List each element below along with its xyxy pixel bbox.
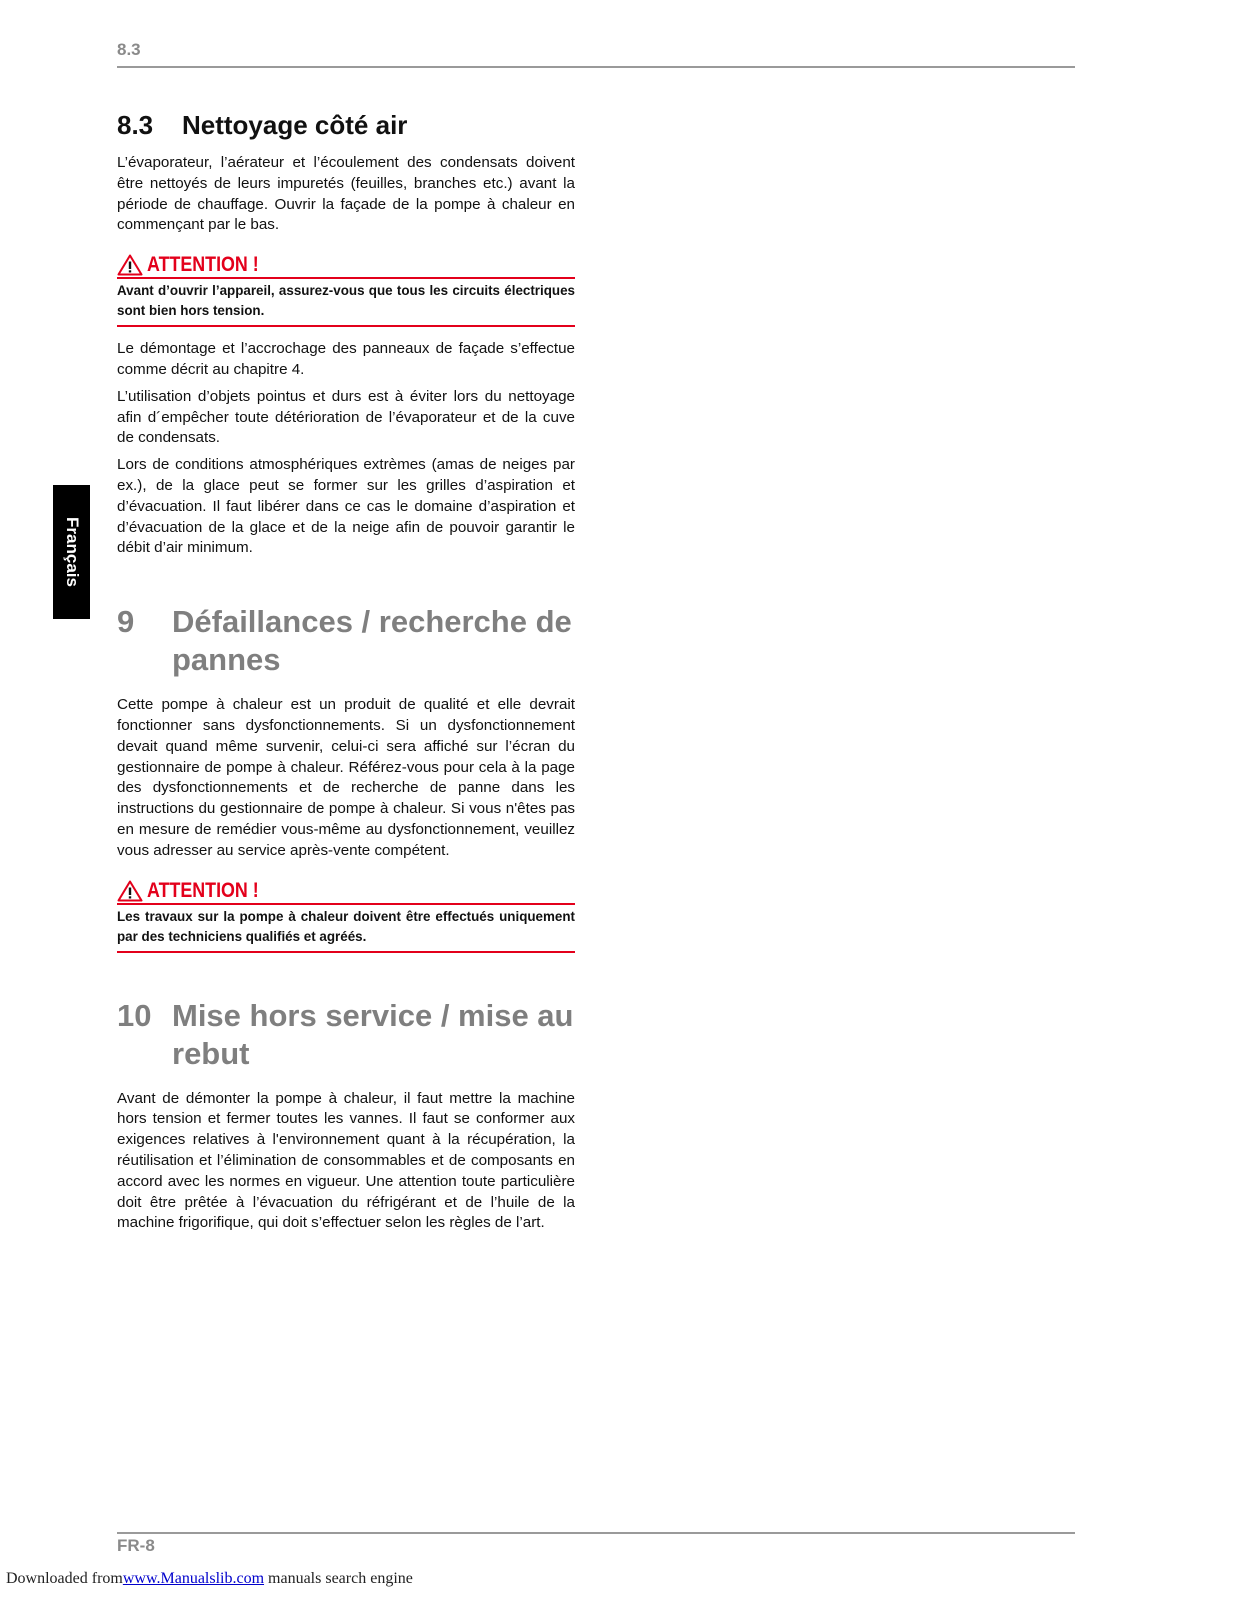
main-column	[117, 110, 575, 1240]
section-9-heading	[117, 603, 575, 679]
language-tab	[53, 485, 90, 619]
warning-title-2: ATTENTION !	[147, 878, 259, 902]
warning-title-1: ATTENTION !	[147, 253, 259, 277]
warning-text-1: Avant d’ouvrir l’appareil, assurez-vous que tous les circuits électriques sont bien hors tension.	[117, 279, 575, 327]
section-9-title: Défaillances / recherche de pannes	[172, 604, 572, 678]
header-divider	[117, 66, 1075, 68]
section-9-paragraph-1: Cette pompe à chaleur est un produit de qualité et elle devrait fonctionner sans dysfonctionnements. Si un dysfonctionnement devait quand même survenir, celui-ci sera affiché sur l’écran du gestionnaire de pompe à chaleur. Référez-vous pour cela à la page des dysfonctionnements et de recherche de panne dans les instructions du gestionnaire de pompe à chaleur. Si vous n'êtes pas en mesure de remédier vous-même au dysfonctionnement, veuillez vous adresser au service après-vente compétent.	[117, 696, 575, 859]
section-10-title: Mise hors service / mise au rebut	[172, 997, 574, 1071]
section-8-3-paragraph-3: L’utilisation d’objets pointus et durs est à éviter lors du nettoyage afin d´empêcher toute détérioration de l’évaporateur et de la cuve de condensats.	[117, 387, 575, 447]
section-8-3-paragraph-2: Le démontage et l’accrochage des panneaux de façade s’effectue comme décrit au chapitre 4.	[117, 340, 575, 378]
warning-box-1	[117, 254, 575, 327]
warning-box-2	[117, 880, 575, 953]
section-8-3-paragraph-1: L’évaporateur, l’aérateur et l’écoulement des condensats doivent être nettoyés de leurs impuretés (feuilles, branches etc.) avant la période de chauffage. Ouvrir la façade de la pompe à chaleur en commençant par le bas.	[117, 154, 575, 234]
warning-triangle-icon	[117, 254, 143, 276]
section-9-number: 9	[117, 604, 135, 640]
warning-header-2	[117, 880, 575, 905]
section-8-3-heading	[117, 110, 575, 141]
language-tab-label: Français	[62, 517, 82, 587]
section-8-3-title: Nettoyage côté air	[182, 110, 408, 140]
download-note	[6, 1570, 413, 1588]
section-8-3-paragraph-4: Lors de conditions atmosphériques extrèmes (amas de neiges par ex.), de la glace peut se former sur les grilles d’aspiration et d’évacuation. Il faut libérer dans ce cas le domaine d’aspiration et d’évacuation de la glace et de la neige afin de pouvoir garantir le débit d’air minimum.	[117, 456, 575, 557]
footer-divider	[117, 1532, 1075, 1534]
header-section-number: 8.3	[117, 40, 141, 59]
download-prefix: Downloaded from	[6, 1570, 123, 1587]
section-10-number: 10	[117, 997, 152, 1033]
warning-header-1	[117, 254, 575, 279]
footer-page-number: FR-8	[117, 1536, 155, 1555]
section-8-3-number: 8.3	[117, 110, 154, 140]
download-suffix: manuals search engine	[264, 1570, 413, 1587]
warning-text-2: Les travaux sur la pompe à chaleur doivent être effectués uniquement par des techniciens qualifiés et agréés.	[117, 905, 575, 953]
warning-triangle-icon	[117, 880, 143, 902]
section-10-heading	[117, 997, 575, 1073]
section-10-paragraph-1: Avant de démonter la pompe à chaleur, il faut mettre la machine hors tension et fermer toutes les vannes. Il faut se conformer aux exigences relatives à l'environnement quant à la récupération, la réutilisation et l’élimination de consommables et de composants en accord avec les normes en vigueur. Une attention toute particulière doit être prêtée à l’évacuation du réfrigérant et de l’huile de la machine frigorifique, qui doit s’effectuer selon les règles de l’art.	[117, 1089, 575, 1232]
manualslib-link[interactable]: www.Manualslib.com	[122, 1570, 265, 1587]
